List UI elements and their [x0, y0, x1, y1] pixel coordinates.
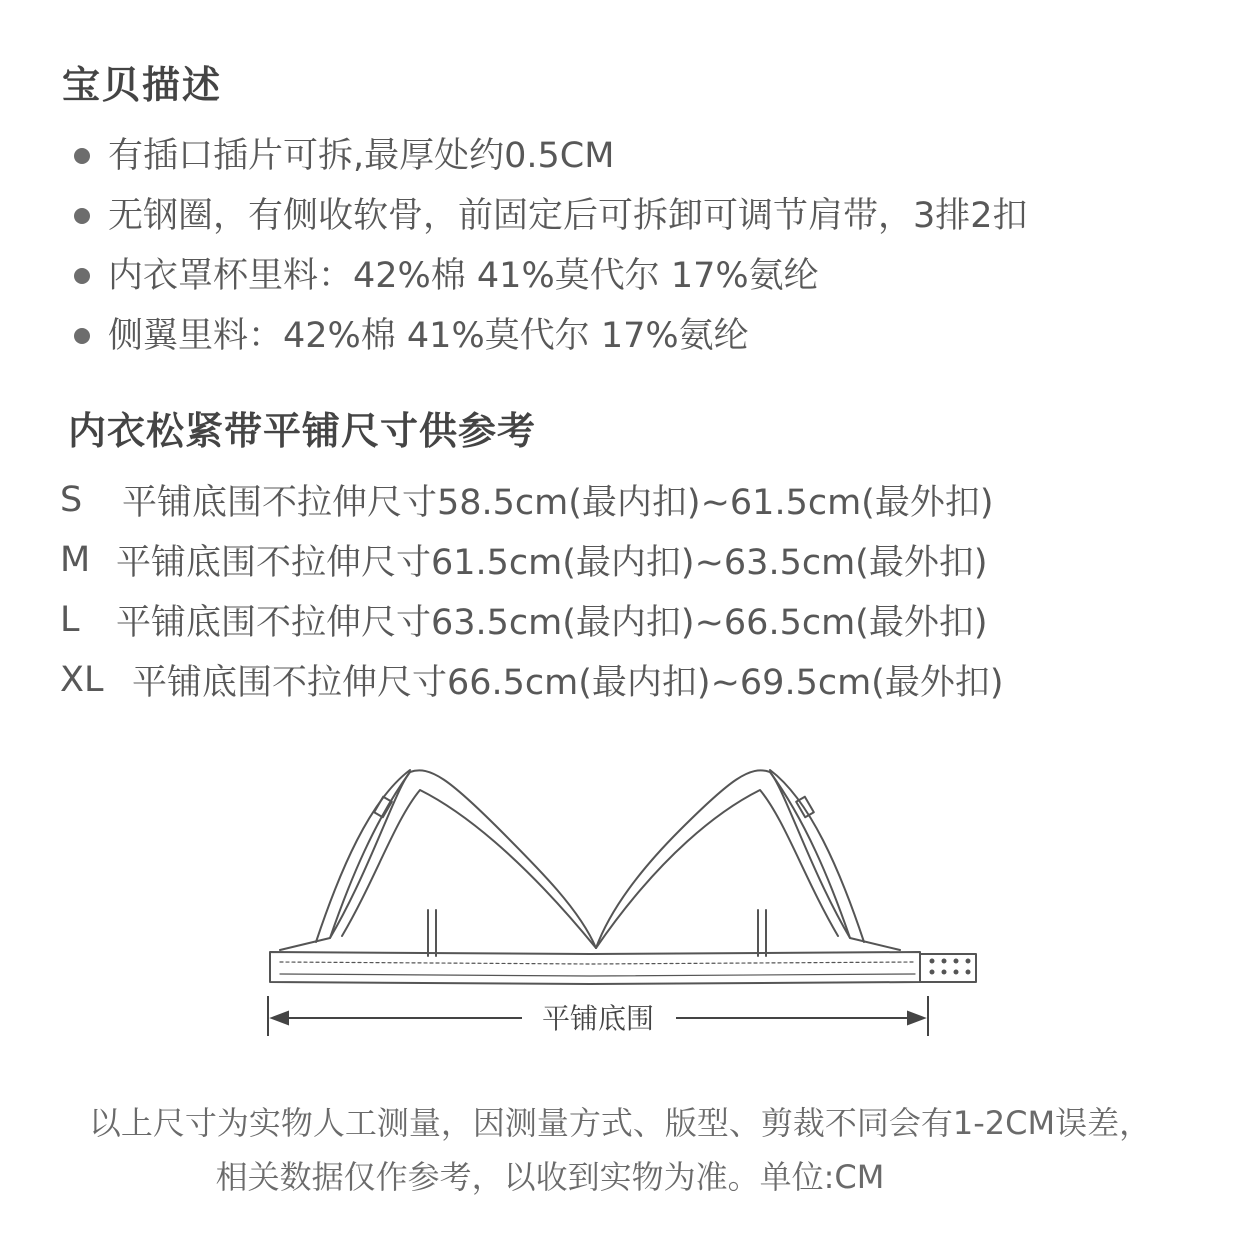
size-row [60, 590, 1003, 650]
left-cup-inner [342, 790, 596, 948]
size-code: XL [60, 660, 104, 700]
size-row [60, 530, 1003, 590]
footer-note-line2: 相关数据仅作参考，以收到实物为准。单位:CM [215, 1158, 885, 1196]
diagram-label: 平铺底围 [541, 1002, 655, 1035]
bra-measurement-diagram [260, 760, 980, 1050]
size-measure: 平铺底围不拉伸尺寸58.5cm(最内扣)~61.5cm(最外扣) [122, 483, 994, 523]
size-measure: 平铺底围不拉伸尺寸61.5cm(最内扣)~63.5cm(最外扣) [116, 543, 988, 583]
bullet-dot-icon [74, 268, 90, 284]
hook-closure [920, 954, 976, 982]
size-measure: 平铺底围不拉伸尺寸63.5cm(最内扣)~66.5cm(最外扣) [116, 603, 988, 643]
right-strap [770, 772, 850, 938]
description-item [74, 126, 1028, 186]
bullet-dot-icon [74, 208, 90, 224]
description-item [74, 246, 1028, 306]
description-item-text: 侧翼里料：42%棉 41%莫代尔 17%氨纶 [108, 316, 749, 356]
description-item [74, 306, 1028, 366]
band [270, 952, 920, 984]
size-code: L [60, 600, 80, 640]
right-strap-slider [796, 797, 814, 818]
size-row [60, 650, 1003, 710]
footer-note-line1: 以上尺寸为实物人工测量，因测量方式、版型、剪裁不同会有1-2CM误差， [88, 1104, 1152, 1142]
left-cup-outline [280, 770, 596, 950]
description-item-text: 无钢圈，有侧收软骨，前固定后可拆卸可调节肩带，3排2扣 [108, 196, 1028, 236]
description-item-text: 内衣罩杯里料：42%棉 41%莫代尔 17%氨纶 [108, 256, 819, 296]
left-strap [330, 772, 410, 938]
description-item [74, 186, 1028, 246]
size-table [60, 470, 1003, 710]
size-code: M [60, 540, 91, 580]
description-heading: 宝贝描述 [62, 62, 223, 107]
size-code: S [60, 480, 83, 520]
bullet-dot-icon [74, 148, 90, 164]
description-list [74, 126, 1028, 366]
size-row [60, 470, 1003, 530]
size-measure: 平铺底围不拉伸尺寸66.5cm(最内扣)~69.5cm(最外扣) [132, 663, 1004, 703]
bullet-dot-icon [74, 328, 90, 344]
description-item-text: 有插口插片可拆,最厚处约0.5CM [108, 136, 615, 176]
right-cup-inner [596, 790, 838, 948]
size-heading: 内衣松紧带平铺尺寸供参考 [68, 408, 537, 453]
